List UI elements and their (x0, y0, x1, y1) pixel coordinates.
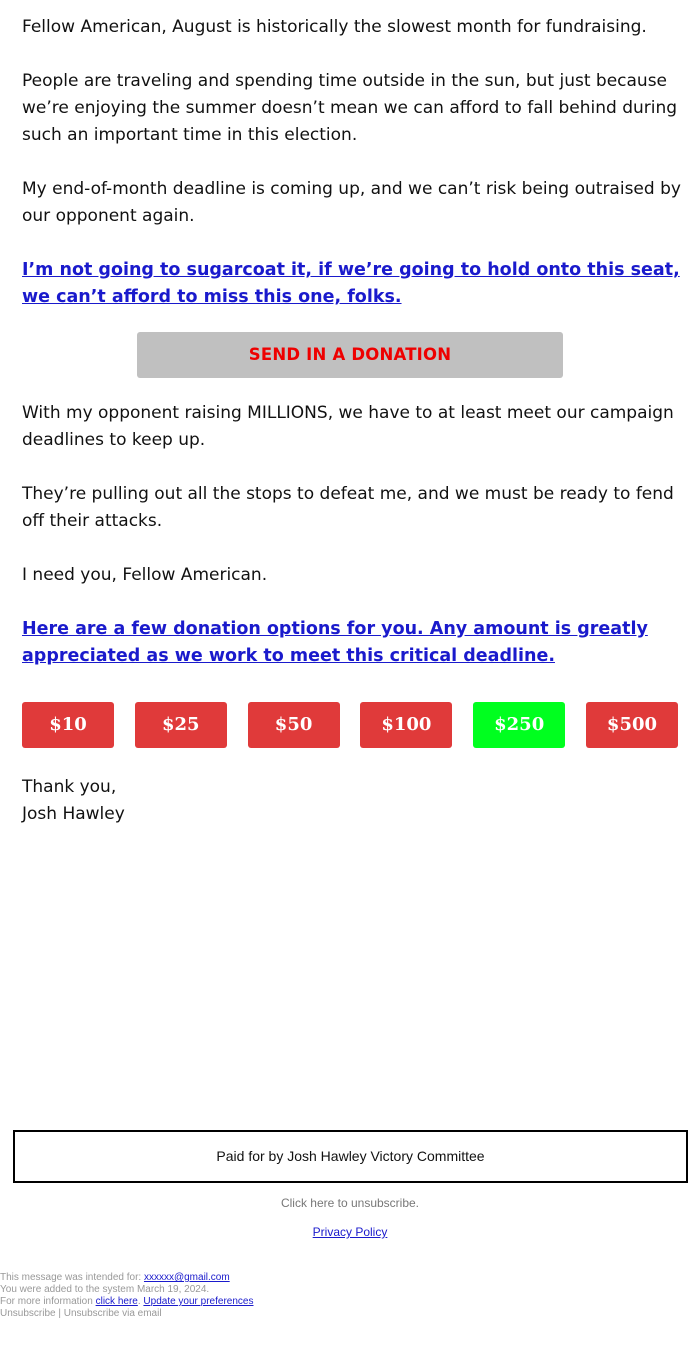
added-line: You were added to the system March 19, 2024. (0, 1284, 210, 1295)
paragraph: With my opponent raising MILLIONS, we have to at least meet our campaign deadlines to keep up. (22, 403, 674, 450)
unsubscribe-options[interactable]: Unsubscribe | Unsubscribe via email (0, 1308, 162, 1319)
recipient-email-link[interactable]: xxxxxx@gmail.com (143, 1272, 230, 1283)
amount-button-10[interactable]: $10 (22, 702, 114, 748)
amount-button-row (22, 702, 678, 748)
separator: . (137, 1296, 144, 1307)
send-donation-button[interactable]: SEND IN A DONATION (137, 332, 563, 378)
intended-label: This message was intended for: (0, 1272, 144, 1283)
signoff (22, 774, 682, 828)
paragraph: Fellow American, August is historically the slowest month for fundraising. (22, 17, 647, 37)
privacy-footer (0, 1225, 700, 1239)
fine-print (0, 1272, 700, 1320)
more-info-label: For more information (0, 1296, 96, 1307)
click-here-link[interactable]: click here (95, 1296, 138, 1307)
signoff-name: Josh Hawley (22, 804, 125, 824)
donation-link[interactable]: I’m not going to sugarcoat it, if we’re going to hold onto this seat, we can’t afford to miss this one, folks. (22, 260, 680, 307)
amount-button-500[interactable]: $500 (586, 702, 678, 748)
intended-line (0, 1272, 700, 1284)
paragraph: They’re pulling out all the stops to defeat me, and we must be ready to fend off their attacks. (22, 484, 674, 531)
donation-options-link[interactable]: Here are a few donation options for you. Any amount is greatly appreciated as we work to meet this critical deadline. (22, 619, 648, 666)
amount-button-50[interactable]: $50 (248, 702, 340, 748)
paragraph: I need you, Fellow American. (22, 565, 268, 585)
amount-button-25[interactable]: $25 (135, 702, 227, 748)
paragraph: My end-of-month deadline is coming up, and we can’t risk being outraised by our opponent again. (22, 179, 681, 226)
email-body (22, 14, 682, 828)
paid-for-disclaimer: Paid for by Josh Hawley Victory Committee (13, 1130, 688, 1183)
paragraph: People are traveling and spending time outside in the sun, but just because we’re enjoying the summer doesn’t mean we can afford to fall behind during such an important time in this election. (22, 71, 678, 145)
amount-button-100[interactable]: $100 (360, 702, 452, 748)
more-info-line (0, 1296, 700, 1308)
unsubscribe-link[interactable]: Click here to unsubscribe. (280, 1196, 420, 1210)
amount-button-250[interactable]: $250 (473, 702, 565, 748)
signoff-thanks: Thank you, (22, 777, 117, 797)
privacy-policy-link[interactable]: Privacy Policy (312, 1225, 388, 1239)
update-preferences-link[interactable]: Update your preferences (143, 1296, 254, 1307)
